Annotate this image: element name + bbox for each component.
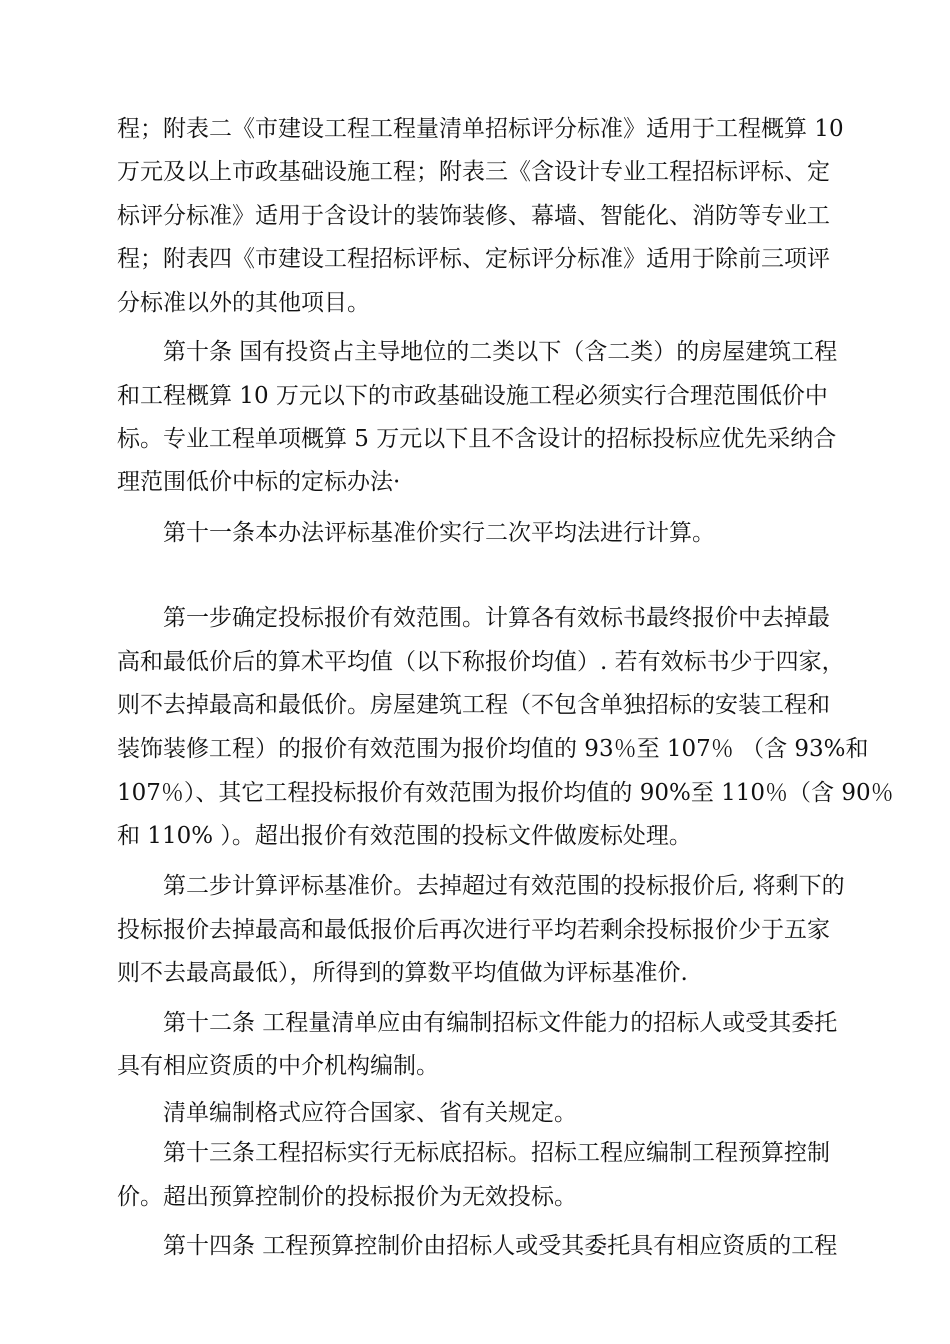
text-line: 程；附表二《市建设工程工程量清单招标评分标准》适用于工程概算 10 [117,116,844,142]
text-line: 投标报价去掉最高和最低报价后再次进行平均若剩余投标报价少于五家 [117,917,830,943]
text-line: 万元及以上市政基础设施工程；附表三《含设计专业工程招标评标、定 [117,159,830,185]
text-line: 第十一条本办法评标基准价实行二次平均法进行计算。 [163,520,715,546]
text-line: 和 110% ）。超出报价有效范围的投标文件做废标处理。 [117,823,692,849]
text-line: 107％）、其它工程投标报价有效范围为报价均值的 90%至 110％（含 90％ [117,780,894,806]
text-line: 第十三条工程招标实行无标底招标。招标工程应编制工程预算控制 [163,1140,830,1166]
text-line: 则不去掉最高和最低价。房屋建筑工程（不包含单独招标的安装工程和 [117,692,830,718]
text-line: 则不去最高最低），所得到的算数平均值做为评标基准价. [117,960,688,986]
text-line: 标。专业工程单项概算 5 万元以下且不含设计的招标投标应优先采纳合 [117,426,837,452]
text-line: 高和最低价后的算术平均值（以下称报价均值）. 若有效标书少于四家， [117,649,845,675]
text-line: 清单编制格式应符合国家、省有关规定。 [163,1100,577,1126]
text-line: 标评分标准》适用于含设计的装饰装修、幕墙、智能化、消防等专业工 [117,203,830,229]
text-line: 和工程概算 10 万元以下的市政基础设施工程必须实行合理范围低价中 [117,383,828,409]
text-line: 第二步计算评标基准价。去掉超过有效范围的投标报价后, 将剩下的 [163,873,845,899]
text-line: 第一步确定投标报价有效范围。计算各有效标书最终报价中去掉最 [163,605,830,631]
text-line: 程；附表四《市建设工程招标评标、定标评分标准》适用于除前三项评 [117,246,830,272]
text-line: 分标准以外的其他项目。 [117,290,370,316]
text-line: 具有相应资质的中介机构编制。 [117,1053,439,1079]
text-line: 装饰装修工程）的报价有效范围为报价均值的 93％至 107％ （含 93%和 [117,736,869,762]
text-line: 理范围低价中标的定标办法· [117,469,401,495]
text-line: 价。超出预算控制价的投标报价为无效投标。 [117,1184,577,1210]
text-line: 第十二条 工程量清单应由有编制招标文件能力的招标人或受其委托 [163,1010,838,1036]
text-line: 第十四条 工程预算控制价由招标人或受其委托具有相应资质的工程 [163,1233,838,1259]
text-line: 第十条 国有投资占主导地位的二类以下（含二类）的房屋建筑工程 [163,339,838,365]
